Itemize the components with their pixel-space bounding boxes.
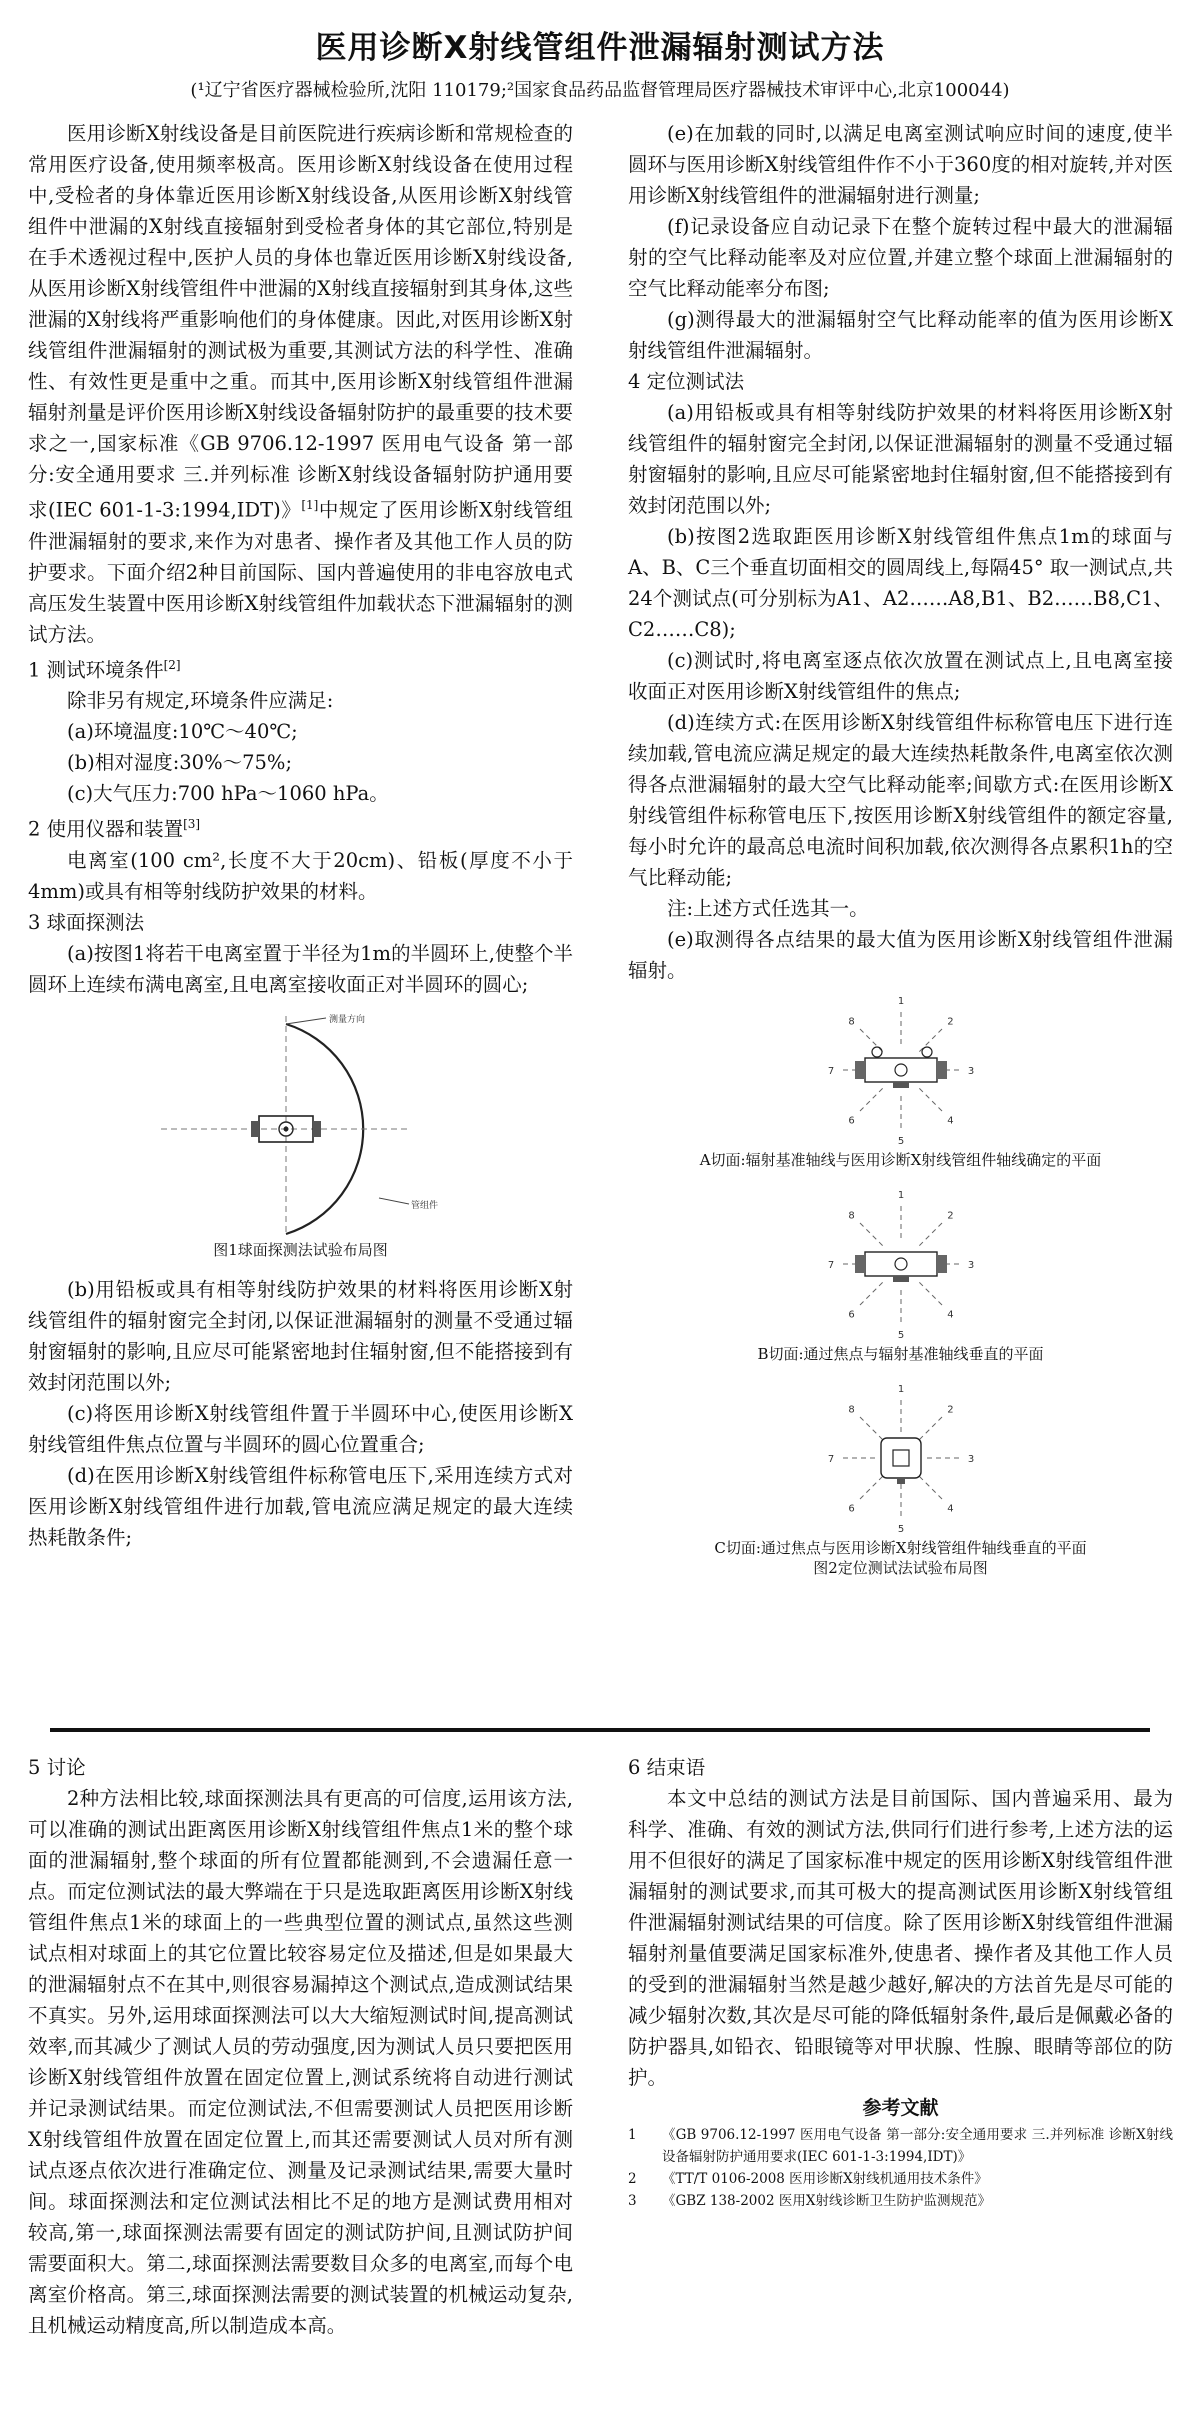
point-label: 6 xyxy=(847,1503,855,1515)
radial-line xyxy=(858,1222,882,1246)
conclusion-column xyxy=(628,1752,1173,2212)
discussion-column xyxy=(28,1752,573,2341)
conclusion-body: 本文中总结的测试方法是目前国际、国内普遍采用、最为科学、准确、有效的测试方法,供同行们进行参考,上述方法的运用不但很好的满足了国家标准中规定的医用诊断X射线管组件泄漏辐射的测试要求,而其可极大的提高测试医用诊断X射线管组件泄漏辐射测试结果的可信度。除了医用诊断X射线管组件泄漏辐射剂量值要满足国家标准外,使患者、操作者及其他工作人员的受到的泄漏辐射当然是越少越好,解决的方法首先是尽可能的减少辐射次数,其次是尽可能的降低辐射条件,最后是佩戴必备的防护器具,如铅衣、铅眼镜等对甲状腺、性腺、眼睛等部位的防护。 xyxy=(628,1787,1173,2089)
point-label: 7 xyxy=(827,1066,834,1077)
reference-text: 《GB 9706.12-1997 医用电气设备 第一部分:安全通用要求 三.并列标准 诊断X射线设备辐射防护通用要求(IEC 601-1-3:1994,IDT)》 xyxy=(662,2127,1173,2165)
point-label: 4 xyxy=(946,1115,954,1127)
step-d: (d)在医用诊断X射线管组件标称管电压下,采用连续方式对医用诊断X射线管组件进行加载,管电流应满足规定的最大连续热耗散条件; xyxy=(28,1463,573,1549)
reference-number: 1 xyxy=(628,2127,637,2143)
env-item: (c)大气压力:700 hPa～1060 hPa。 xyxy=(67,782,389,805)
section-2-heading xyxy=(28,809,573,845)
radial-line xyxy=(858,1416,882,1440)
section-5-heading: 5 讨论 xyxy=(28,1756,86,1779)
point-label: 1 xyxy=(897,996,904,1007)
step-b: (b)用铅板或具有相等射线防护效果的材料将医用诊断X射线管组件的辐射窗完全封闭,以保证泄漏辐射的测量不受通过辐射窗辐射的影响,且应尽可能紧密地封住辐射窗,但不能搭接到有效封闭范围以外; xyxy=(28,1277,573,1394)
references-title: 参考文献 xyxy=(862,2097,939,2119)
point-label: 3 xyxy=(967,1066,974,1077)
left-column xyxy=(28,118,573,1553)
point-label: 5 xyxy=(897,1136,904,1147)
point-label: 1 xyxy=(897,1384,904,1395)
point-label: 6 xyxy=(847,1309,855,1321)
point-label: 2 xyxy=(946,1404,954,1416)
affiliation: (¹辽宁省医疗器械检验所,沈阳 110179;²国家食品药品监督管理局医疗器械技术审评中心,北京100044) xyxy=(190,80,1010,101)
step-g: (g)测得最大的泄漏辐射空气比释动能率的值为医用诊断X射线管组件泄漏辐射。 xyxy=(628,308,1173,362)
section-1-lead: 除非另有规定,环境条件应满足: xyxy=(67,689,334,712)
section-2-title: 2 使用仪器和装置 xyxy=(28,817,184,841)
point-label: 4 xyxy=(946,1309,954,1321)
citation: [2] xyxy=(163,657,181,672)
point-label: 4 xyxy=(946,1503,954,1515)
reference-number: 3 xyxy=(628,2193,637,2209)
figure-2c-diagram xyxy=(781,1378,1021,1538)
figure-1-label-bottom: 管组件 xyxy=(410,1200,438,1211)
radial-line xyxy=(919,1028,943,1052)
discussion-body: 2种方法相比较,球面探测法具有更高的可信度,运用该方法,可以准确的测试出距离医用诊断X射线管组件焦点1米的整个球面的泄漏辐射,整个球面的所有位置都能测到,不会遗漏任意一点。而定位测试法的最大弊端在于只是选取距离医用诊断X射线管组件焦点1米的球面上的一些典型位置的测试点,虽然这些测试点相对球面上的其它位置比较容易定位及描述,但是如果最大的泄漏辐射点不在其中,则很容易漏掉这个测试点,造成测试结果不真实。另外,运用球面探测法可以大大缩短测试时间,提高测试效率,而其减少了测试人员的劳动强度,因为测试人员只要把医用诊断X射线管组件放置在固定位置上,测试系统将自动进行测试并记录测试结果。而定位测试法,不但需要测试人员把医用诊断X射线管组件放置在固定位置上,而其还需要测试人员对所有测试点逐点依次进行准确定位、测量及记录测试结果,需要大量时间。球面探测法和定位测试法相比不足的地方是测试费用相对较高,第一,球面探测法需要有固定的测试防护间,且测试防护间需要面积大。第二,球面探测法需要数目众多的电离室,而每个电离室价格高。第三,球面探测法需要的测试装置的机械运动复杂,且机械运动精度高,所以制造成本高。 xyxy=(28,1787,573,2337)
tube-assembly xyxy=(855,1252,947,1282)
radial-line xyxy=(919,1476,943,1500)
section-1-heading xyxy=(28,650,573,686)
section-6-heading: 6 结束语 xyxy=(628,1756,706,1779)
section-1-title: 1 测试环境条件 xyxy=(28,658,164,681)
section-4-heading: 4 定位测试法 xyxy=(628,370,745,393)
radial-line xyxy=(919,1088,943,1112)
intro-paragraph xyxy=(28,118,573,650)
citation: [1] xyxy=(301,498,319,512)
figure-2b-caption: B切面:通过焦点与辐射基准轴线垂直的平面 xyxy=(757,1345,1044,1363)
figure-1 xyxy=(28,1010,573,1260)
section-2-body: 电离室(100 cm²,长度不大于20cm)、铅板(厚度不小于4mm)或具有相等射线防护效果的材料。 xyxy=(28,848,573,903)
paper-title: 医用诊断X射线管组件泄漏辐射测试方法 xyxy=(315,30,885,66)
step-b: (b)按图2选取距医用诊断X射线管组件焦点1m的球面与A、B、C三个垂直切面相交的圆周线上,每隔45° 取一测试点,共24个测试点(可分别标为A1、A2……A8,B1、B2……B8,C1、C2……C8); xyxy=(628,525,1173,641)
env-item: (b)相对湿度:30%～75%; xyxy=(67,751,293,774)
figure-1-diagram xyxy=(91,1010,511,1240)
reference-text: 《GBZ 138-2002 医用X射线诊断卫生防护监测规范》 xyxy=(662,2193,991,2209)
point-label: 3 xyxy=(967,1260,974,1271)
figure-2c-caption: C切面:通过焦点与医用诊断X射线管组件轴线垂直的平面 xyxy=(714,1539,1087,1557)
figure-1-caption: 图1球面探测法试验布局图 xyxy=(213,1240,388,1259)
step-e: (e)在加载的同时,以满足电离室测试响应时间的速度,使半圆环与医用诊断X射线管组件作不小于360度的相对旋转,并对医用诊断X射线管组件的泄漏辐射进行测量; xyxy=(628,122,1173,207)
figure-2a-caption: A切面:辐射基准轴线与医用诊断X射线管组件轴线确定的平面 xyxy=(699,1151,1102,1169)
radial-line xyxy=(919,1222,943,1246)
point-label: 2 xyxy=(946,1210,954,1222)
step-d: (d)连续方式:在医用诊断X射线管组件标称管电压下进行连续加载,管电流应满足规定的最大连续热耗散条件,电离室依次测得各点泄漏辐射的最大空气比释动能率;间歇方式:在医用诊断X射线管组件标称管电压下,按医用诊断X射线管组件的额定容量,每小时允许的最高总电流时间积加载,依次测得各点累积1h的空气比释动能; xyxy=(628,711,1173,889)
radial-line xyxy=(858,1282,882,1306)
point-label: 8 xyxy=(847,1404,855,1416)
point-label: 5 xyxy=(897,1524,904,1535)
point-label: 3 xyxy=(967,1454,974,1465)
reference-item xyxy=(628,2124,1173,2168)
reference-item xyxy=(628,2168,1173,2190)
figure-1-label-top: 测量方向 xyxy=(328,1014,365,1025)
point-label: 5 xyxy=(897,1330,904,1341)
point-label: 6 xyxy=(847,1115,855,1127)
point-label: 7 xyxy=(827,1454,834,1465)
section-divider xyxy=(50,1728,1150,1732)
env-item: (a)环境温度:10℃～40℃; xyxy=(67,720,298,743)
point-label: 2 xyxy=(946,1016,954,1028)
figure-2-caption: 图2定位测试法试验布局图 xyxy=(813,1559,988,1577)
figure-2 xyxy=(628,990,1173,1578)
right-column xyxy=(628,118,1173,1578)
radial-line xyxy=(858,1088,882,1112)
step-f: (f)记录设备应自动记录下在整个旋转过程中最大的泄漏辐射的空气比释动能率及对应位置,并建立整个球面上泄漏辐射的空气比释动能率分布图; xyxy=(628,215,1173,300)
radial-line xyxy=(919,1416,943,1440)
tube-assembly xyxy=(855,1047,947,1088)
point-label: 1 xyxy=(897,1190,904,1201)
intro-text: 医用诊断X射线设备是目前医院进行疾病诊断和常规检查的常用医疗设备,使用频率极高。医用诊断X射线设备在使用过程中,受检者的身体靠近医用诊断X射线设备,从医用诊断X射线管组件中泄漏的X射线直接辐射到受检者身体的其它部位,特别是在手术透视过程中,医护人员的身体也靠近医用诊断X射线设备,从医用诊断X射线管组件中泄漏的X射线直接辐射到其身体,这些泄漏的X射线将严重影响他们的身体健康。因此,对医用诊断X射线管组件泄漏辐射的测试极为重要,其测试方法的科学性、准确性、有效性更是重中之重。而其中,医用诊断X射线管组件泄漏辐射剂量是评价医用诊断X射线设备辐射防护的最重要的技术要求之一,国家标准《GB 9706.12-1997 医用电气设备 第一部分:安全通用要求 三.并列标准 诊断X射线设备辐射防护通用要求(IEC 601-1-3:1994,IDT)》 xyxy=(28,122,573,522)
step-c: (c)测试时,将电离室逐点依次放置在测试点上,且电离室接收面正对医用诊断X射线管组件的焦点; xyxy=(628,649,1173,703)
radial-line xyxy=(919,1282,943,1306)
figure-2b-diagram xyxy=(781,1184,1021,1344)
step-e: (e)取测得各点结果的最大值为医用诊断X射线管组件泄漏辐射。 xyxy=(628,928,1173,982)
section-3-heading: 3 球面探测法 xyxy=(28,910,145,934)
point-label: 8 xyxy=(847,1210,855,1222)
step-a: (a)用铅板或具有相等射线防护效果的材料将医用诊断X射线管组件的辐射窗完全封闭,以保证泄漏辐射的测量不受通过辐射窗辐射的影响,且应尽可能紧密地封住辐射窗,但不能搭接到有效封闭范围以外; xyxy=(628,401,1173,517)
point-label: 7 xyxy=(827,1260,834,1271)
tube-assembly xyxy=(881,1438,921,1484)
note: 注:上述方式任选其一。 xyxy=(667,897,869,920)
citation: [3] xyxy=(183,817,201,831)
point-label: 8 xyxy=(847,1016,855,1028)
reference-item xyxy=(628,2190,1173,2212)
step-c: (c)将医用诊断X射线管组件置于半圆环中心,使医用诊断X射线管组件焦点位置与半圆环的圆心位置重合; xyxy=(28,1401,573,1456)
step-a: (a)按图1将若干电离室置于半径为1m的半圆环上,使整个半圆环上连续布满电离室,且电离室接收面正对半圆环的圆心; xyxy=(28,941,573,996)
reference-number: 2 xyxy=(628,2171,637,2187)
figure-2a-diagram xyxy=(781,990,1021,1150)
radial-line xyxy=(858,1476,882,1500)
intro-text-tail: 中规定了医用诊断X射线管组件泄漏辐射的要求,来作为对患者、操作者及其他工作人员的防护要求。下面介绍2种目前国际、国内普遍使用的非电容放电式高压发生装置中医用诊断X射线管组件加载状态下泄漏辐射的测试方法。 xyxy=(28,498,573,646)
reference-text: 《TT/T 0106-2008 医用诊断X射线机通用技术条件》 xyxy=(662,2171,988,2187)
